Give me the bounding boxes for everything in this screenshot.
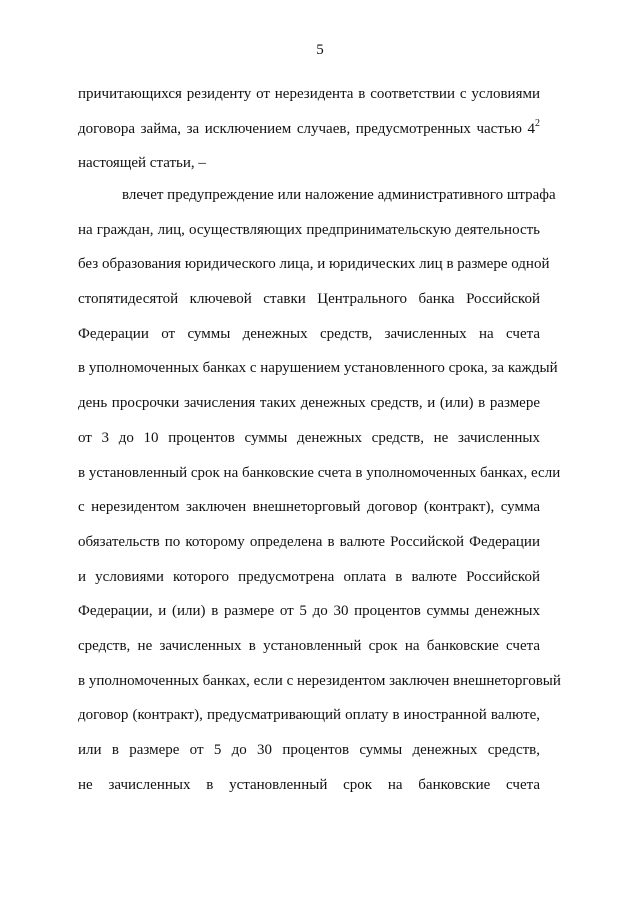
text-line-indented: влечет предупреждение или наложение административного штрафа: [122, 187, 556, 203]
text-line: настоящей статьи, –: [78, 155, 206, 172]
text-line: день просрочки зачисления таких денежных средств, и (или) в размере: [78, 395, 540, 412]
text-line: с нерезидентом заключен внешнеторговый договор (контракт), сумма: [78, 499, 540, 516]
text-line: и условиями которого предусмотрена оплата в валюте Российской: [78, 568, 540, 585]
text-line: средств, не зачисленных в установленный срок на банковские счета: [78, 637, 540, 654]
text-line: договор (контракт), предусматривающий оплату в иностранной валюте,: [78, 707, 540, 724]
page-number: 5: [316, 42, 324, 58]
text-line: или в размере от 5 до 30 процентов суммы денежных средств,: [78, 742, 540, 758]
text-line: в уполномоченных банках, если с нерезидентом заключен внешнеторговый: [78, 672, 561, 689]
text-line: без образования юридического лица, и юридических лиц в размере одной: [78, 256, 550, 273]
superscript-reference: 2: [535, 117, 540, 129]
text-line-with-reference: [78, 119, 540, 154]
text-line: причитающихся резиденту от нерезидента в соответствии с условиями: [78, 86, 540, 102]
text-line: в уполномоченных банках с нарушением установленного срока, за каждый: [78, 360, 558, 377]
paragraph-2: [78, 185, 561, 809]
text-line: на граждан, лиц, осуществляющих предпринимательскую деятельность: [78, 221, 540, 238]
text-line: Федерации от суммы денежных средств, зачисленных на счета: [78, 325, 540, 342]
paragraph-1: [78, 84, 540, 188]
text-line: Федерации, и (или) в размере от 5 до 30 процентов суммы денежных: [78, 603, 540, 620]
text-line: не зачисленных в установленный срок на банковские счета: [78, 776, 540, 793]
text-line: в установленный срок на банковские счета в уполномоченных банках, если: [78, 464, 561, 481]
text-line: стопятидесятой ключевой ставки Центрального банка Российской: [78, 291, 540, 308]
text-line: от 3 до 10 процентов суммы денежных средств, не зачисленных: [78, 429, 540, 446]
text-line: обязательств по которому определена в валюте Российской Федерации: [78, 533, 540, 550]
text-line-content: договора займа, за исключением случаев, предусмотренных частью 4: [78, 120, 535, 137]
